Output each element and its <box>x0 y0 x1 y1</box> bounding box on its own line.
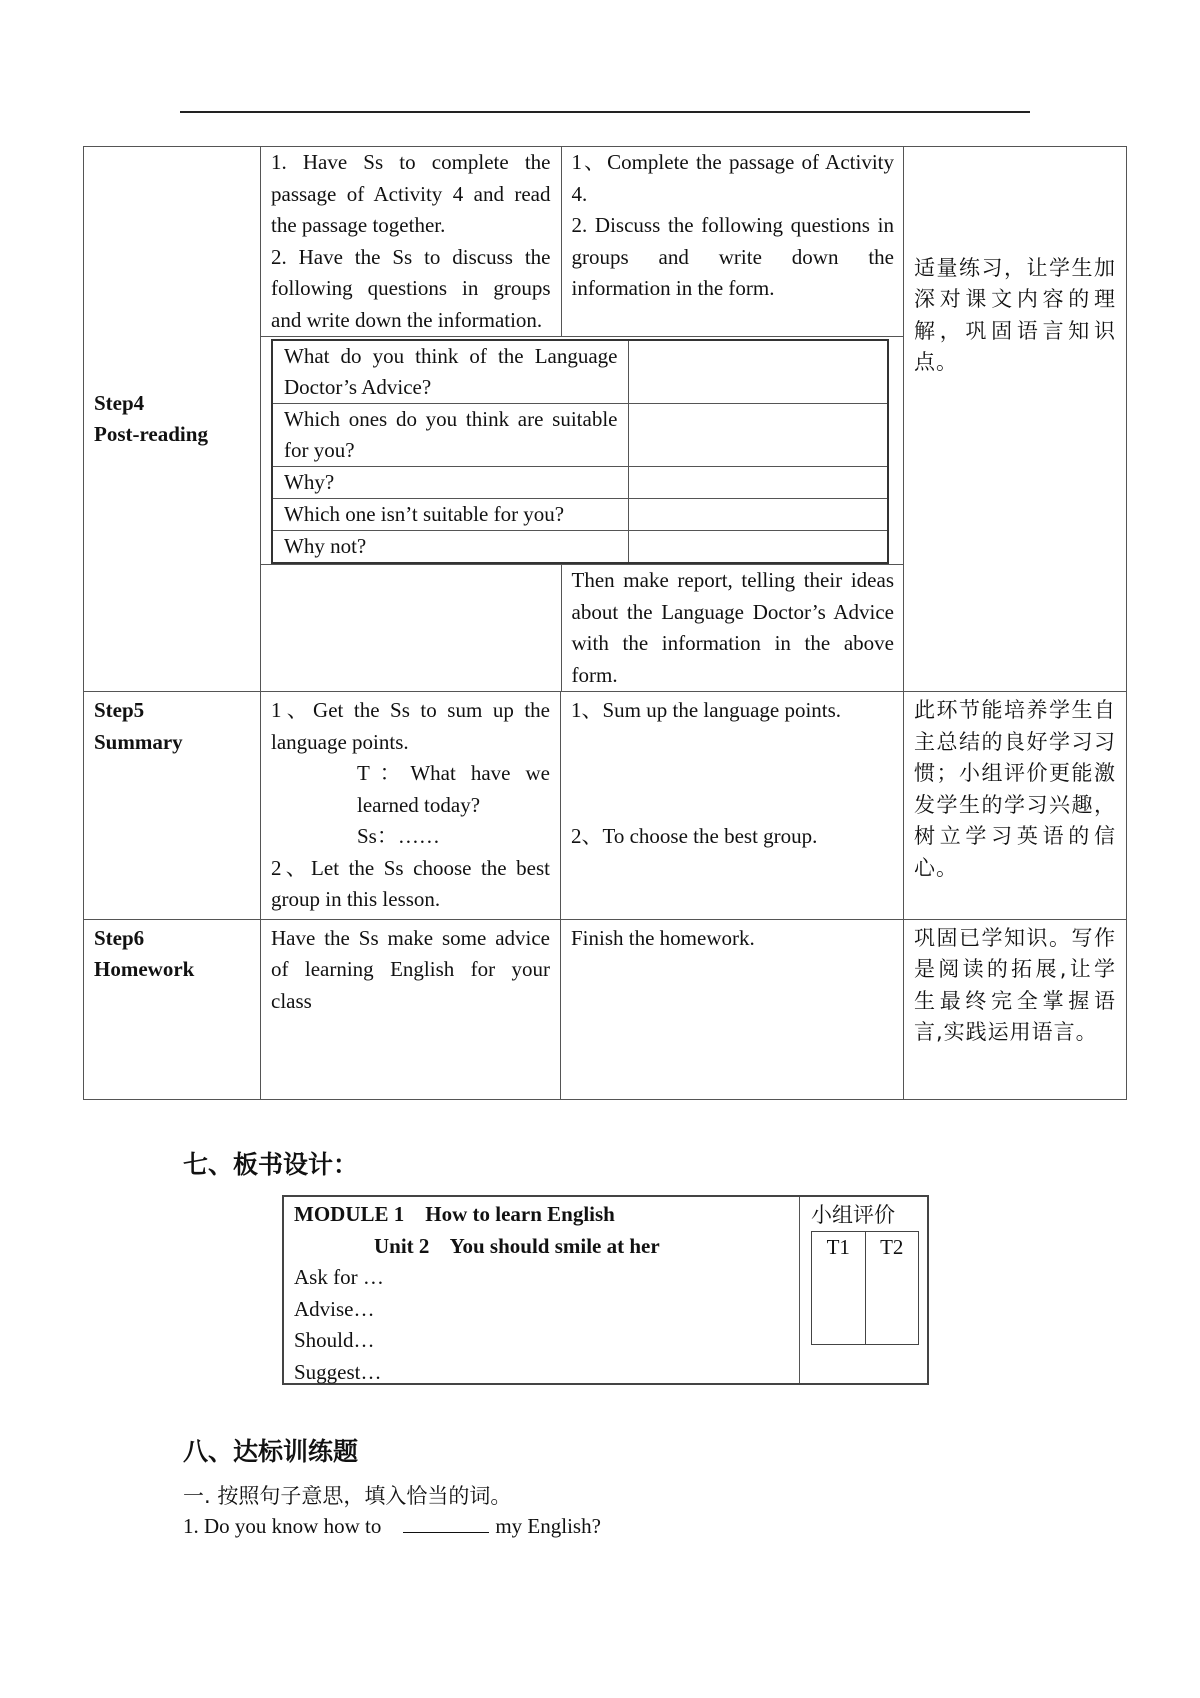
exercise-question-1: 1. Do you know how to my English? <box>183 1514 601 1538</box>
question-2: Which ones do you think are suitable for you? <box>272 404 628 467</box>
step6-student: Finish the homework. <box>561 919 904 1099</box>
board-line-ask: Ask for … <box>294 1265 384 1289</box>
step6-teacher: Have the Ss make some advice of learning English for your class <box>261 919 561 1099</box>
board-title-module: MODULE 1 How to learn English <box>294 1202 615 1226</box>
answer-cell-4 <box>628 499 888 531</box>
question-3: Why? <box>272 467 628 499</box>
board-design <box>282 1195 929 1385</box>
step5-purpose: 此环节能培养学生自主总结的良好学习习惯；小组评价更能激发学生的学习兴趣，树立学习英语的信心。 <box>904 692 1127 920</box>
step4-teacher: 1. Have Ss to complete the passage of Activity 4 and read the passage together. 2. Have the Ss to discuss the following questions in groups and write down the information. <box>261 147 561 337</box>
step4-teacher-empty <box>261 565 561 692</box>
step4-activities <box>261 147 904 692</box>
step5-student: 1、Sum up the language points. 2、To choose the best group. <box>561 692 904 920</box>
step6-label: Step6 Homework <box>84 919 261 1099</box>
header-rule <box>180 111 1030 113</box>
step5-row <box>84 692 1127 920</box>
question-5: Why not? <box>272 531 628 564</box>
step6-row <box>84 919 1127 1099</box>
step5-label: Step5 Summary <box>84 692 261 920</box>
team-t1: T1 <box>826 1235 850 1259</box>
question-form <box>271 339 889 564</box>
step4-label: Step4 Post-reading <box>84 147 261 692</box>
question-4: Which one isn’t suitable for you? <box>272 499 628 531</box>
answer-cell-5 <box>628 531 888 564</box>
step4-student: 1、Complete the passage of Activity 4. 2. Discuss the following questions in groups and write down the information in the form. <box>561 147 904 337</box>
board-line-should: Should… <box>294 1328 375 1352</box>
board-content <box>284 1197 800 1383</box>
group-evaluation-title: 小组评价 <box>811 1203 895 1227</box>
question-1: What do you think of the Language Doctor’s Advice? <box>272 340 628 404</box>
board-line-suggest: Suggest… <box>294 1359 382 1384</box>
section7-heading: 七、板书设计： <box>183 1150 359 1179</box>
team-score-box <box>811 1231 919 1345</box>
step4-report: Then make report, telling their ideas about the Language Doctor’s Advice with the information in the above form. <box>561 565 904 692</box>
step4-row <box>84 147 1127 692</box>
step4-purpose: 适量练习，让学生加深对课文内容的理解，巩固语言知识点。 <box>904 147 1127 692</box>
step4-question-cell <box>261 337 904 565</box>
board-line-advise: Advise… <box>294 1296 375 1321</box>
section8-heading: 八、达标训练题 <box>183 1437 359 1466</box>
board-title-unit: Unit 2 You should smile at her <box>374 1233 660 1258</box>
step6-purpose: 巩固已学知识。写作是阅读的拓展,让学生最终完全掌握语言,实践运用语言。 <box>904 919 1127 1099</box>
answer-cell-2 <box>628 404 888 467</box>
exercise-instruction: 一. 按照句子意思，填入恰当的词。 <box>183 1484 512 1508</box>
answer-blank <box>403 1512 489 1533</box>
step5-teacher: 1、Get the Ss to sum up the language points. T：What have we learned today? Ss：…… 2、Let the Ss choose the best group in this lesson. <box>261 692 561 920</box>
lesson-table <box>83 146 1127 1100</box>
answer-cell-1 <box>628 340 888 404</box>
answer-cell-3 <box>628 467 888 499</box>
group-evaluation <box>801 1197 927 1383</box>
team-t2: T2 <box>865 1232 919 1344</box>
